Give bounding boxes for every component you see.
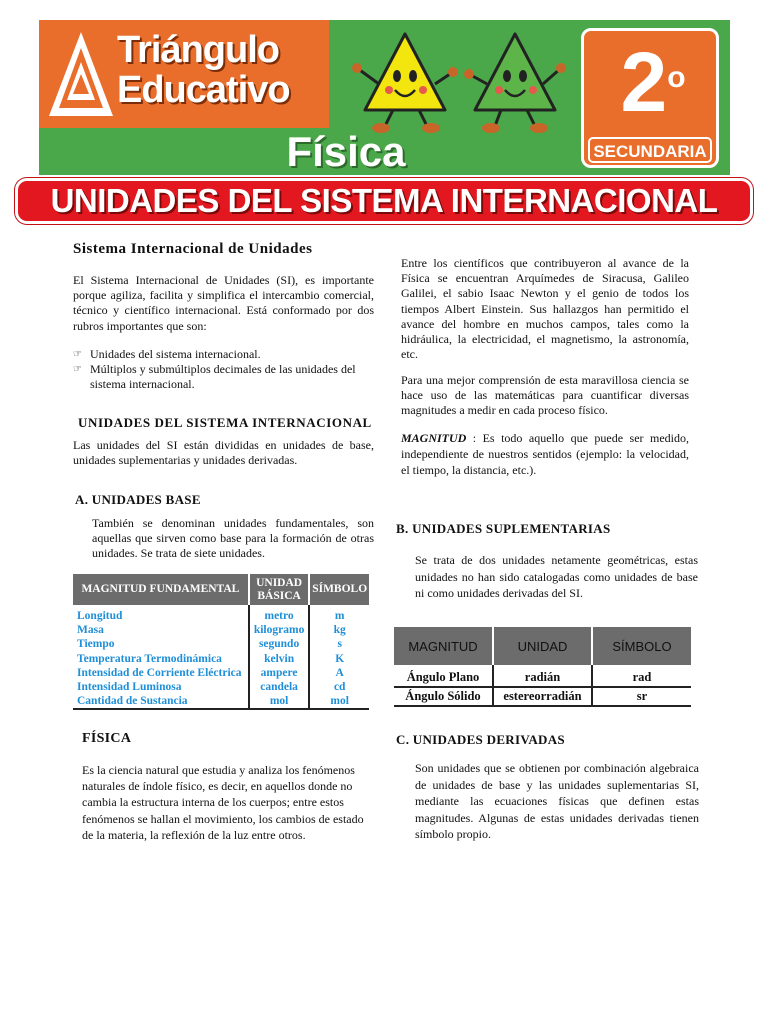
grade-number: 2$^o$	[620, 35, 686, 129]
grade-badge	[581, 28, 719, 168]
brand-logo	[39, 20, 329, 128]
si-bullet-list	[73, 347, 374, 393]
math-paragraph: Para una mejor comprensión de esta maravillosa ciencia se hace uso de las matemáticas para cuantificar diversas magnitudes a medir en cada proceso físico.	[401, 373, 689, 418]
list-item: ☞ Unidades del sistema internacional.	[73, 347, 261, 361]
column-header: UNIDAD	[493, 627, 592, 665]
list-item: ☞ Múltiplos y submúltiplos decimales de las unidades del sistema internacional.	[73, 362, 356, 392]
units-paragraph: Las unidades del SI están divididas en unidades de base, unidades suplementarias y unidades derivadas.	[73, 438, 374, 468]
table-row: Tiempo segundo s	[73, 637, 369, 651]
column-header: MAGNITUD FUNDAMENTAL	[73, 574, 249, 605]
magnitud-definition	[401, 430, 689, 478]
table-row: Temperatura Termodinámica kelvin K	[73, 652, 369, 666]
brand-name	[117, 30, 290, 110]
base-units-paragraph: También se denominan unidades fundamentales, son aquellas que sirven como base para la formación de otras unidades. Se trata de siete unidades.	[92, 516, 374, 561]
pointing-hand-icon: ☞	[73, 349, 82, 360]
brand-line-1: Triángulo	[117, 29, 279, 71]
table-row: Longitud metro m	[73, 609, 369, 623]
section-heading-base-units: A. UNIDADES BASE	[75, 492, 201, 507]
table-row: Intensidad Luminosa candela cd	[73, 680, 369, 694]
section-heading-supplementary: B. UNIDADES SUPLEMENTARIAS	[396, 521, 611, 536]
table-row: Ángulo Plano radián rad	[394, 669, 691, 687]
section-heading-units: UNIDADES DEL SISTEMA INTERNACIONAL	[78, 415, 372, 430]
magnitud-text: : Es todo aquello que puede ser medido, independiente de nuestros sentidos (ejemplo: la velocidad, el tiempo, la distancia, etc.).	[401, 431, 689, 477]
triangle-logo-icon	[45, 26, 117, 122]
page-title-bar	[15, 178, 753, 224]
table-header-row	[394, 627, 691, 665]
grade-superscript: o	[667, 61, 686, 94]
subject-title: Física	[286, 128, 406, 175]
section-heading-fisica: FÍSICA	[82, 731, 132, 746]
section-heading-derived: C. UNIDADES DERIVADAS	[396, 732, 565, 747]
column-header: UNIDAD BÁSICA	[249, 574, 310, 605]
supplementary-units-table	[394, 627, 691, 707]
table-row: Cantidad de Sustancia mol mol	[73, 694, 369, 709]
supplementary-paragraph: Se trata de dos unidades netamente geométricas, estas unidades no han sido catalogadas como unidades de base ni como unidades derivadas del SI.	[415, 553, 698, 600]
section-heading-si: Sistema Internacional de Unidades	[73, 241, 313, 257]
grade-level: SECUNDARIA	[588, 137, 712, 163]
pointing-hand-icon: ☞	[73, 364, 82, 376]
table-header-row	[73, 574, 369, 605]
base-units-table	[73, 574, 369, 710]
page-title: UNIDADES DEL SISTEMA INTERNACIONAL	[50, 182, 718, 219]
brand-line-2: Educativo	[117, 69, 290, 111]
column-header: SÍMBOLO	[592, 627, 691, 665]
derived-paragraph: Son unidades que se obtienen por combinación algebraica de unidades de base y las unidades suplementarias SI, mediante las ecuaciones físicas que definen estas magnitudes. Algunas de estas unidades derivadas tienen símbolo propio.	[415, 761, 699, 842]
header-banner	[39, 20, 730, 175]
triangle-mascots-icon	[349, 26, 569, 136]
table-row: Ángulo Sólido estereorradián sr	[394, 687, 691, 706]
table-row: Intensidad de Corriente Eléctrica ampere A	[73, 666, 369, 680]
scientists-paragraph: Entre los científicos que contribuyeron al avance de la Física se encuentran Arquímedes de Siracusa, Galileo Galilei, el sabio Isaac Newton y el genio de todos los tiempos Albert Einstein. Sus hallazgos han permitido el avance del hombre en muchos campos, tales como la hidráulica, la electricidad, el magnetismo, la astronomía, etc.	[401, 256, 689, 362]
intro-paragraph: El Sistema Internacional de Unidades (SI), es importante porque agiliza, facilita y simplifica el intercambio comercial, técnico y científico internacional. Está conformado por dos rubros importantes que son:	[73, 273, 374, 333]
column-header: SÍMBOLO	[309, 574, 369, 605]
magnitud-term: MAGNITUD	[401, 431, 467, 445]
column-header: MAGNITUD	[394, 627, 493, 665]
table-row: Masa kilogramo kg	[73, 623, 369, 637]
fisica-paragraph: Es la ciencia natural que estudia y analiza los fenómenos naturales de índole físico, es decir, en aquellos donde no cambia la estructura interna de los cuerpos; entre estos fenómenos se hallan el movimiento, los cambios de estado de la materia, la reflexión de la luz entre otros.	[82, 763, 364, 842]
